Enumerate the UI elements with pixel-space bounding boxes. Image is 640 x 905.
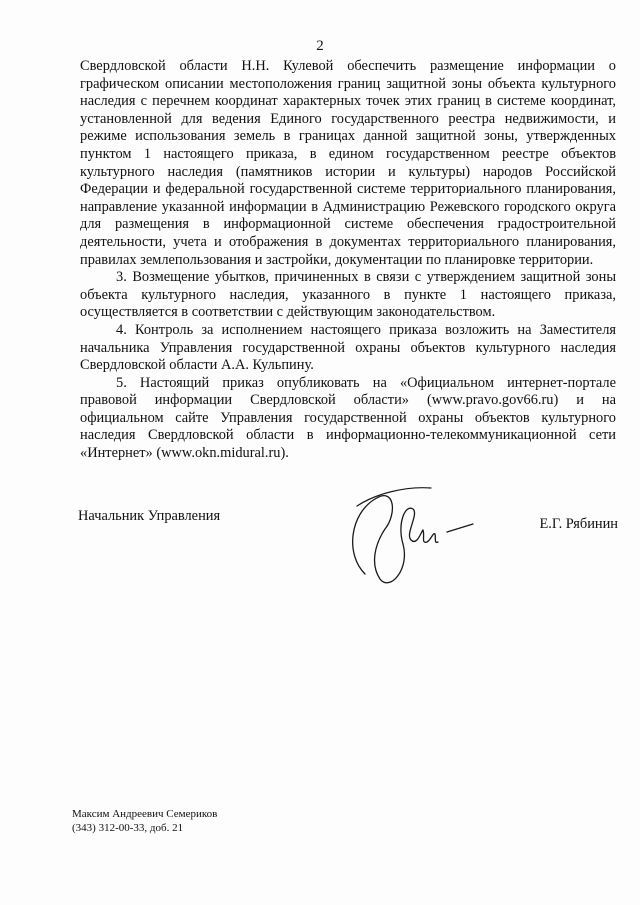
paragraph-item-5: 5. Настоящий приказ опубликовать на «Официальном интернет-портале правовой информации Свердловской области» (www.pravo.gov66.ru) и на официальном сайте Управления государственной охраны объектов культурного наследия Свердловской области в информационно-телекоммуникационной сети «Интернет» (www.okn.midural.ru). bbox=[80, 374, 616, 462]
executor-info bbox=[72, 808, 217, 835]
executor-phone: (343) 312-00-33, доб. 21 bbox=[72, 821, 184, 834]
handwritten-signature bbox=[335, 474, 485, 604]
paragraph-continuation: Свердловской области Н.Н. Кулевой обеспечить размещение информации о графическом описании местоположения границ защитной зоны объекта культурного наследия с перечнем координат характерных точек этих границ в системе координат, установленной для ведения Единого государственного реестра недвижимости, и режиме использования земель в границах данной защитной зоны, утвержденных пунктом 1 настоящего приказа, в едином государственном реестре объектов культурного наследия (памятников истории и культуры) народов Российской Федерации и федеральной государственной системе территориального планирования, направление указанной информации в Администрацию Режевского городского округа для размещения в информационной системе обеспечения градостроительной деятельности, учета и отображения в документах территориального планирования, правилах землепользования и застройки, документации по планировке территории. bbox=[80, 58, 616, 268]
document-body bbox=[80, 58, 616, 463]
signatory-name: Е.Г. Рябинин bbox=[539, 516, 618, 532]
paragraph-item-4: 4. Контроль за исполнением настоящего приказа возложить на Заместителя начальника Управления государственной охраны объектов культурного наследия Свердловской области А.А. Кульпину. bbox=[80, 321, 616, 374]
executor-name: Максим Андреевич Семериков bbox=[72, 808, 218, 820]
signatory-position: Начальник Управления bbox=[78, 508, 221, 524]
page-number: 2 bbox=[316, 38, 324, 54]
paragraph-item-3: 3. Возмещение убытков, причиненных в связи с утверждением защитной зоны объекта культурного наследия, указанного в пункте 1 настоящего приказа, осуществляется в соответствии с действующим законодательством. bbox=[80, 269, 616, 321]
